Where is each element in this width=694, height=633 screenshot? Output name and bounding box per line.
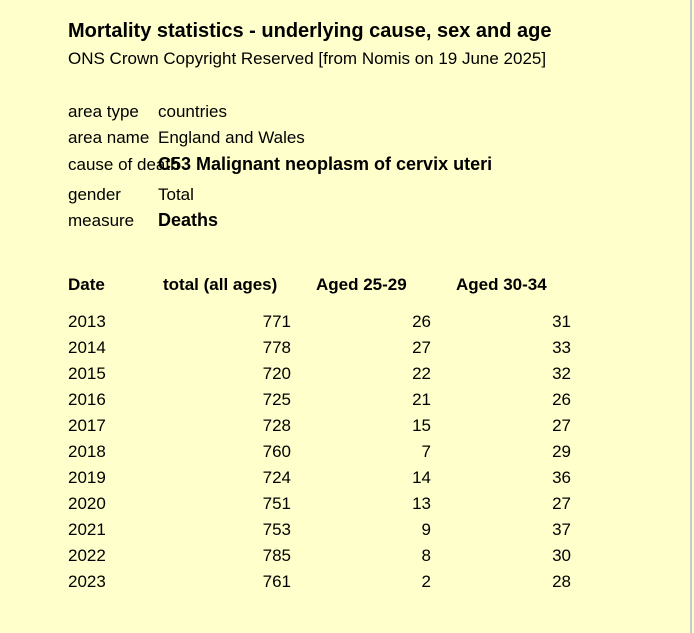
- meta-value: England and Wales: [158, 128, 305, 147]
- cell-aged-30-34: 29: [552, 442, 571, 461]
- meta-label: cause of death: [68, 155, 180, 174]
- cell-aged-30-34: 32: [552, 364, 571, 383]
- column-header-total: total (all ages): [163, 275, 278, 294]
- meta-value: countries: [158, 102, 227, 121]
- table-row: [0, 390, 694, 416]
- cell-date: 2019: [68, 468, 106, 487]
- cell-aged-30-34: 36: [552, 468, 571, 487]
- cell-total: 761: [262, 572, 291, 591]
- cell-date: 2018: [68, 442, 106, 461]
- cell-total: 778: [262, 338, 291, 357]
- table-row: [0, 546, 694, 572]
- cell-aged-30-34: 27: [552, 416, 571, 435]
- cell-date: 2020: [68, 494, 106, 513]
- cell-aged-25-29: 14: [412, 468, 431, 487]
- cell-total: 751: [262, 494, 291, 513]
- cell-total: 720: [262, 364, 291, 383]
- table-row: [0, 416, 694, 442]
- cell-total: 728: [262, 416, 291, 435]
- cell-date: 2022: [68, 546, 106, 565]
- cell-aged-25-29: 15: [412, 416, 431, 435]
- cell-total: 753: [262, 520, 291, 539]
- cell-date: 2017: [68, 416, 106, 435]
- table-row: [0, 338, 694, 364]
- column-header-aged-25-29: Aged 25-29: [316, 275, 407, 294]
- meta-value: Total: [158, 185, 194, 204]
- table-row: [0, 468, 694, 494]
- meta-label: area type: [68, 102, 139, 121]
- cell-aged-30-34: 26: [552, 390, 571, 409]
- meta-value: C53 Malignant neoplasm of cervix uteri: [158, 154, 493, 174]
- cell-aged-30-34: 33: [552, 338, 571, 357]
- cell-date: 2021: [68, 520, 106, 539]
- cell-total: 725: [262, 390, 291, 409]
- cell-aged-30-34: 28: [552, 572, 571, 591]
- cell-total: 771: [262, 312, 291, 331]
- cell-aged-30-34: 31: [552, 312, 571, 331]
- table-row: [0, 442, 694, 468]
- cell-aged-30-34: 37: [552, 520, 571, 539]
- cell-aged-25-29: 27: [412, 338, 431, 357]
- cell-aged-25-29: 8: [421, 546, 431, 565]
- table-row: [0, 520, 694, 546]
- table-header-row: [0, 275, 694, 297]
- table-row: [0, 364, 694, 390]
- cell-total: 760: [262, 442, 291, 461]
- cell-aged-25-29: 21: [412, 390, 431, 409]
- cell-aged-30-34: 30: [552, 546, 571, 565]
- page-subtitle: ONS Crown Copyright Reserved [from Nomis on 19 June 2025]: [68, 49, 547, 68]
- column-header-date: Date: [68, 275, 105, 294]
- page-title: Mortality statistics - underlying cause, sex and age: [68, 20, 552, 42]
- cell-aged-30-34: 27: [552, 494, 571, 513]
- meta-label: area name: [68, 128, 150, 147]
- cell-aged-25-29: 26: [412, 312, 431, 331]
- cell-total: 785: [262, 546, 291, 565]
- cell-total: 724: [262, 468, 291, 487]
- meta-label: gender: [68, 185, 121, 204]
- cell-date: 2023: [68, 572, 106, 591]
- cell-date: 2015: [68, 364, 106, 383]
- table-row: [0, 494, 694, 520]
- cell-aged-25-29: 7: [421, 442, 431, 461]
- meta-label: measure: [68, 211, 135, 230]
- cell-aged-25-29: 13: [412, 494, 431, 513]
- cell-aged-25-29: 2: [421, 572, 431, 591]
- cell-date: 2014: [68, 338, 106, 357]
- cell-date: 2016: [68, 390, 106, 409]
- table-row: [0, 312, 694, 338]
- column-header-aged-30-34: Aged 30-34: [456, 275, 547, 294]
- cell-aged-25-29: 22: [412, 364, 431, 383]
- cell-aged-25-29: 9: [421, 520, 431, 539]
- cell-date: 2013: [68, 312, 106, 331]
- table-row: [0, 572, 694, 598]
- meta-value: Deaths: [158, 210, 219, 230]
